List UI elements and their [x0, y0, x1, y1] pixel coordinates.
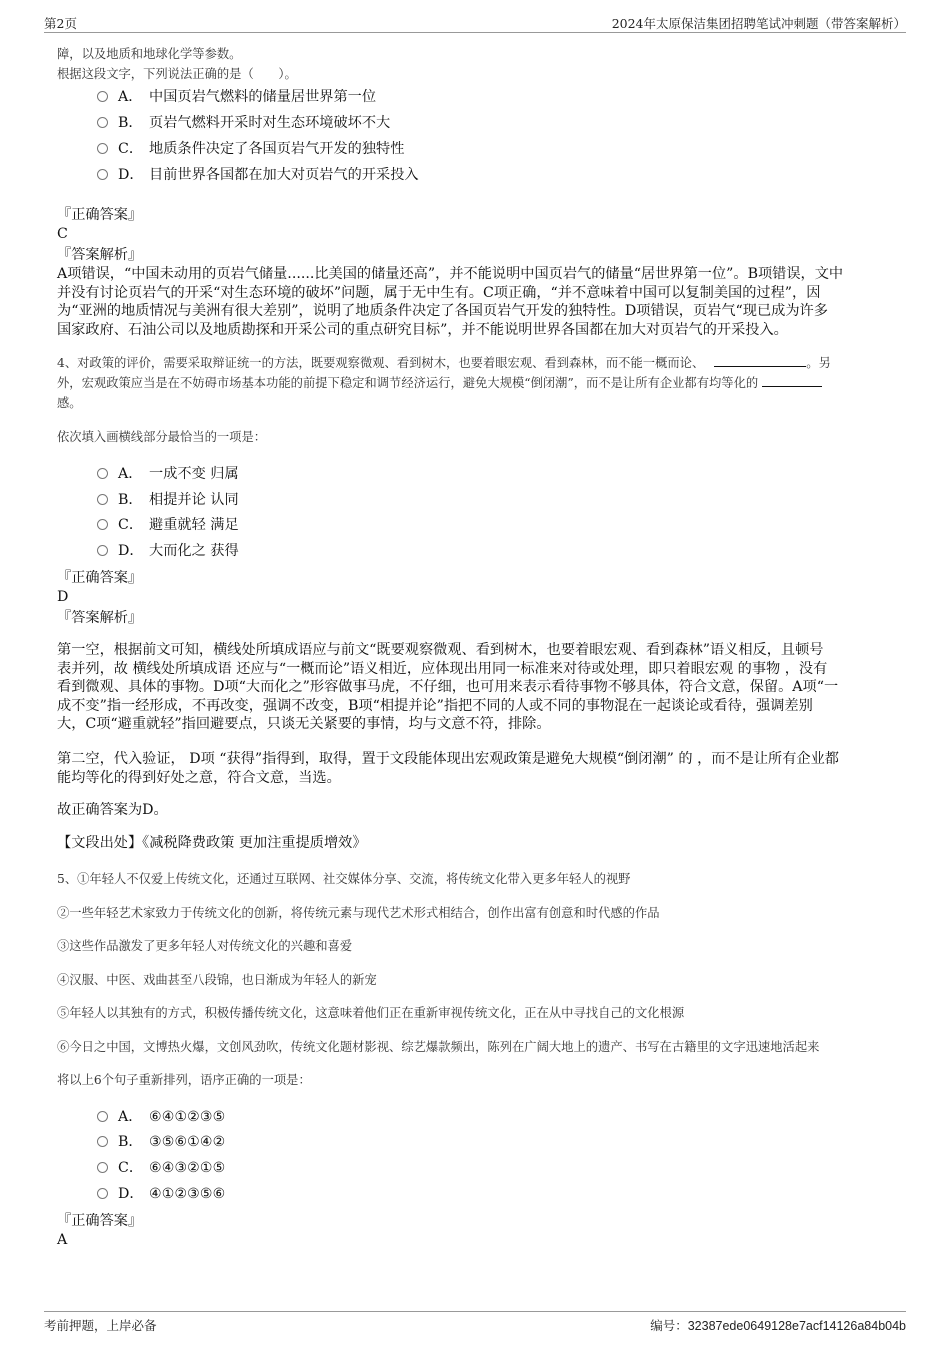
radio-icon[interactable]	[97, 1111, 108, 1122]
q3-analysis-label: 『答案解析』	[57, 247, 143, 263]
q4-option-c[interactable]: C． 避重就轻 满足	[97, 515, 239, 535]
q5-sentence-3: ③这些作品激发了更多年轻人对传统文化的兴趣和喜爱	[57, 939, 353, 953]
q5-sentence-1: 5、①年轻人不仅爱上传统文化，还通过互联网、社交媒体分享、交流，将传统文化带入更多年轻人的视野	[57, 872, 631, 886]
q4-answer: D	[57, 589, 69, 605]
q3-answer-label: 『正确答案』	[57, 207, 143, 223]
q4-option-a[interactable]: A． 一成不变 归属	[97, 464, 239, 484]
q5-option-b[interactable]: B． ③⑤⑥①④②	[97, 1132, 225, 1152]
radio-icon[interactable]	[97, 545, 108, 556]
q3-prompt: 根据这段文字，下列说法正确的是（ ）。	[57, 67, 297, 81]
q5-sentence-6: ⑥今日之中国，文博热火爆，文创风劲吹，传统文化题材影视、综艺爆款频出，陈列在广阔大地上的遗产、书写在古籍里的文字迅速地活起来	[57, 1040, 820, 1054]
q3-stem-tail: 障，以及地质和地球化学等参数。	[57, 47, 242, 61]
q5-answer: A	[57, 1232, 68, 1248]
q3-option-b[interactable]: B． 页岩气燃料开采时对生态环境破坏不大	[97, 113, 390, 133]
q4-prompt: 依次填入画横线部分最恰当的一项是：	[57, 430, 267, 444]
q5-sentence-5: ⑤年轻人以其独有的方式，积极传播传统文化，这意味着他们正在重新审视传统文化，正在从中寻找自己的文化根源	[57, 1006, 685, 1020]
document-code: 编号：32387ede0649128e7acf14126a84b04b	[650, 1318, 906, 1333]
q4-analysis-para2: 第二空，代入验证， D项 “获得”指得到，取得，置于文段能体现出宏观政策是避免大规模“倒闭潮” 的 ，而不是让所有企业都 能均等化的得到好处之意，符合文意，当选。	[57, 751, 839, 786]
q5-option-c[interactable]: C． ⑥④③②①⑤	[97, 1158, 225, 1178]
q5-sentence-4: ④汉服、中医、戏曲甚至八段锦，也日渐成为年轻人的新宠	[57, 973, 377, 987]
radio-icon[interactable]	[97, 1188, 108, 1199]
radio-icon[interactable]	[97, 143, 108, 154]
page-number: 第2页	[44, 16, 77, 31]
q3-option-a[interactable]: A． 中国页岩气燃料的储量居世界第一位	[97, 87, 376, 107]
radio-icon[interactable]	[97, 1162, 108, 1173]
footer-slogan: 考前押题，上岸必备	[44, 1318, 157, 1333]
page-header	[44, 14, 906, 33]
q5-option-d[interactable]: D． ④①②③⑤⑥	[97, 1184, 225, 1204]
radio-icon[interactable]	[97, 117, 108, 128]
document-title: 2024年太原保洁集团招聘笔试冲刺题（带答案解析）	[611, 16, 906, 31]
page-footer	[44, 1311, 906, 1332]
radio-icon[interactable]	[97, 1136, 108, 1147]
radio-icon[interactable]	[97, 169, 108, 180]
q5-answer-label: 『正确答案』	[57, 1213, 143, 1229]
q3-option-c[interactable]: C． 地质条件决定了各国页岩气开发的独特性	[97, 139, 404, 159]
radio-icon[interactable]	[97, 494, 108, 505]
q4-conclusion: 故正确答案为D。	[57, 802, 168, 818]
blank-line-2	[762, 373, 822, 387]
q4-answer-label: 『正确答案』	[57, 570, 143, 586]
q3-analysis: A项错误，“中国未动用的页岩气储量......比美国的储量还高”，并不能说明中国页岩气的储量“居世界第一位”。B项错误，文中 并没有讨论页岩气的开采“对生态环境的破坏”问题，属于无中生有。C项正确，“并不意味着中国可以复制美国的过程”，因 为“亚洲的地质情况与美洲有很大差别”，说明了地质条件决定了各国页岩气开发的独特性。D项错误，页岩气“现已成为许多 国家政府、石油公司以及地质勘探和开采公司的重点研究目标”，并不能说明世界各国都在加大对页岩气的开采投入。	[57, 266, 844, 338]
q4-option-b[interactable]: B． 相提并论 认同	[97, 490, 239, 510]
blank-line-1	[714, 353, 806, 367]
radio-icon[interactable]	[97, 468, 108, 479]
radio-icon[interactable]	[97, 519, 108, 530]
q4-analysis-para1: 第一空，根据前文可知，横线处所填成语应与前文“既要观察微观、看到树木，也要着眼宏观、看到森林”语义相反，且顿号 表并列，故 横线处所填成语 还应与“一概而论”语义相近，应体现出用同一标准来对待或处理，即只着眼宏观 的事物 ，没有 看到微观、具体的事物。D项“大而化之”形容做事马虎，不仔细，也可用来表示看待事物不够具体，符合文意，保留。A项“一 成不变”指一经形成，不再改变，强调不改变，B项“相提并论”指把不同的人或不同的事物混在一起谈论或看待，强调差别 大，C项“避重就轻”指回避要点，只谈无关紧要的事情，均与文意不符，排除。	[57, 642, 839, 732]
q3-option-d[interactable]: D． 目前世界各国都在加大对页岩气的开采投入	[97, 165, 419, 185]
q4-option-d[interactable]: D． 大而化之 获得	[97, 541, 239, 561]
q5-sentence-2: ②一些年轻艺术家致力于传统文化的创新，将传统元素与现代艺术形式相结合，创作出富有创意和时代感的作品	[57, 906, 660, 920]
q4-analysis-label: 『答案解析』	[57, 610, 143, 626]
q3-answer: C	[57, 226, 68, 242]
q5-prompt: 将以上6个句子重新排列，语序正确的一项是：	[57, 1073, 311, 1087]
q4-stem: 4、对政策的评价，需要采取辩证统一的方法，既要观察微观、看到树木，也要着眼宏观、看到森林，而不能一概而论、 。另 外，宏观政策应当是在不妨碍市场基本功能的前提下稳定和调节经济运行，避免大规模“倒闭潮”，而不是让所有企业都有均等化的 感。	[57, 353, 893, 413]
q4-source: 【文段出处】《减税降费政策 更加注重提质增效》	[57, 835, 367, 851]
radio-icon[interactable]	[97, 91, 108, 102]
q5-option-a[interactable]: A． ⑥④①②③⑤	[97, 1107, 225, 1127]
